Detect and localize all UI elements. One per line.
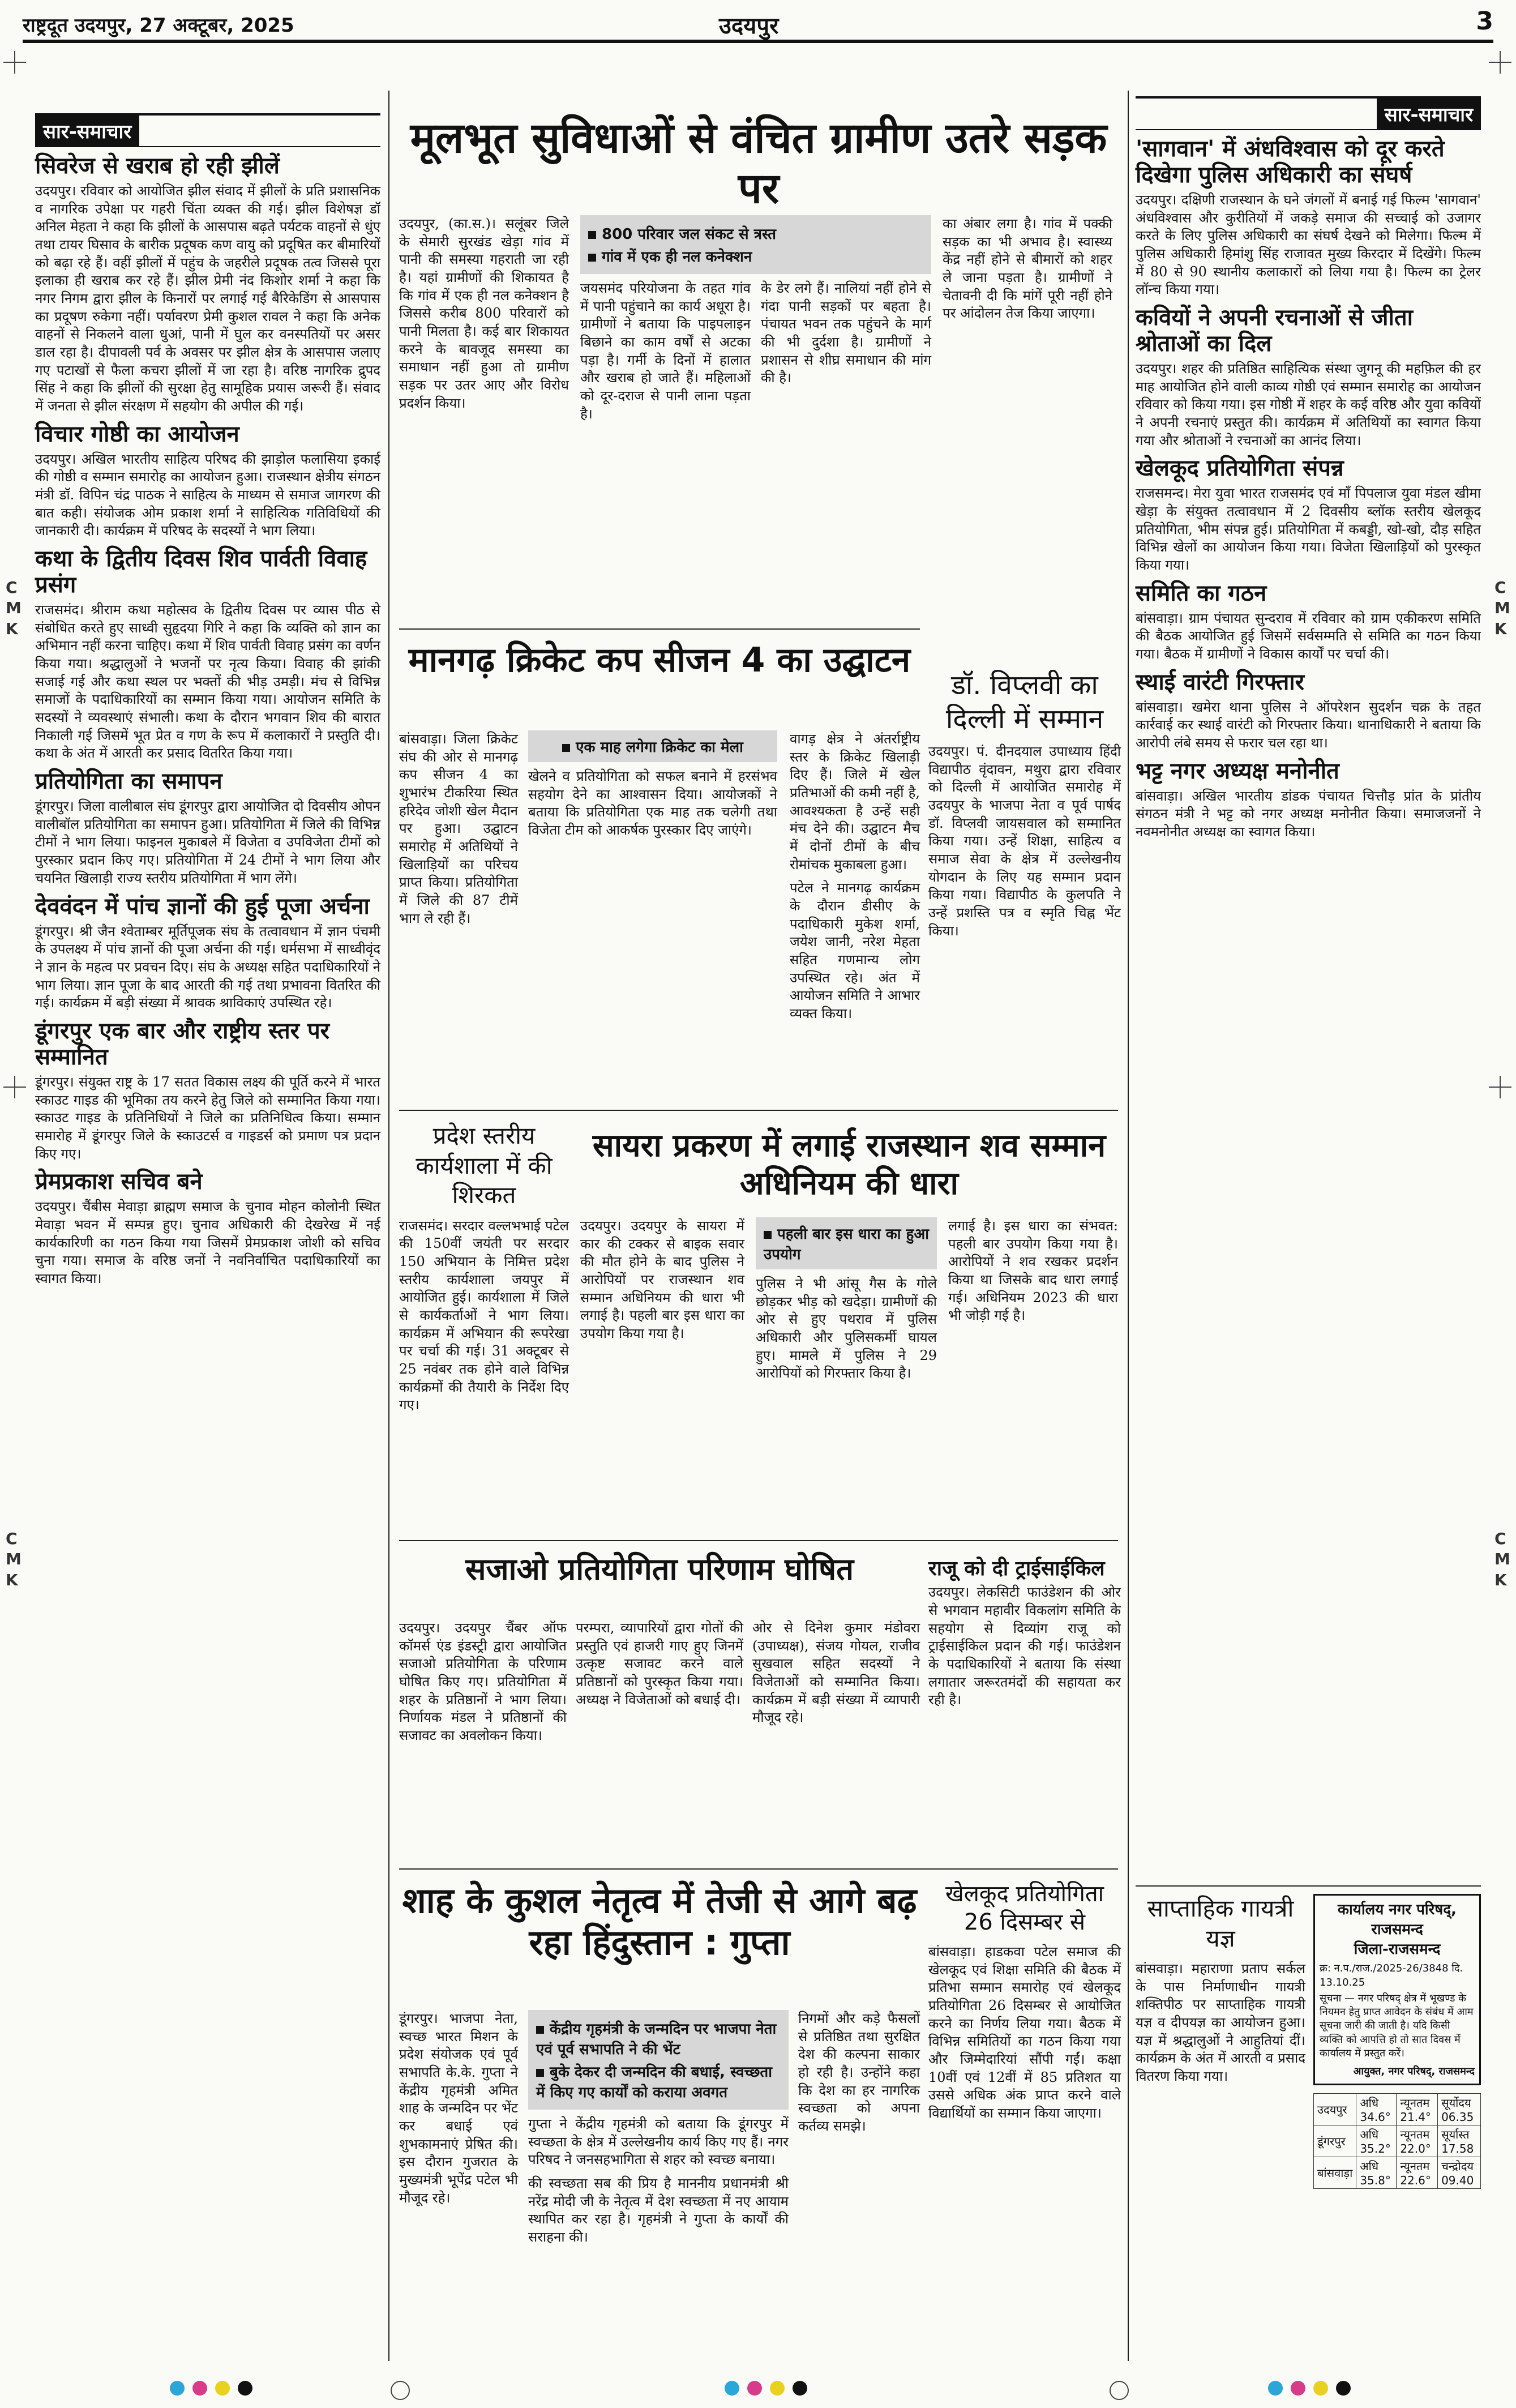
masthead-bar	[23, 7, 1493, 43]
article-headline: साप्ताहिक गायत्री यज्ञ	[1147, 1894, 1294, 1952]
article-body: उदयपुर। लेकसिटी फाउंडेशन की ओर से भगवान महावीर विकलांग समिति के सहयोग से दिव्यांग राजू को ट्राईसाईकिल प्रदान की गई। फाउंडेशन के पदाधिकारियों ने बताया कि संस्था लगातार जरूरतमंदों की सहायता कर रही है।	[928, 1584, 1121, 1708]
sajao-headline-box	[399, 1551, 920, 1614]
article-body: पुलिस ने भी आंसू गैस के गोले छोड़कर भीड़ को खदेड़ा। ग्रामीणों की ओर से हुए पथराव में पुलिस अधिकारी और पुलिसकर्मी घायल हुए। मामले में पुलिस ने 29 आरोपियों को गिरफ्तार किया है।	[756, 1276, 937, 1382]
cricket-headline-box	[399, 640, 920, 719]
left-column	[35, 113, 380, 2367]
article-body: डूंगरपुर। श्री जैन श्वेताम्बर मूर्तिपूजक संघ के तत्वावधान में ज्ञान पंचमी के उपलक्ष्य में पांच ज्ञानों की पूजा अर्चना की गई। धर्मसभा में साध्वीवृंद ने ज्ञान के महत्व पर प्रवचन दिए। संघ के अध्यक्ष सहित पदाधिकारियों ने भाग लिया। ज्ञान पूजा के बाद आरती की गई तथा प्रभावना वितरित की गई। कार्यक्रम में बड़ी संख्या में श्रावक श्राविकाएं उपस्थित रहे।	[35, 923, 380, 1011]
article-headline: कवियों ने अपनी रचनाओं से जीता श्रोताओं का दिल	[1136, 305, 1413, 357]
cyan-dot-icon	[1268, 2381, 1283, 2396]
highlight-box	[528, 2010, 789, 2110]
article-headline: 'सागवान' में अंधविश्वास को दूर करते दिखेगा पुलिस अधिकारी का संघर्ष	[1136, 136, 1445, 188]
shah-story	[399, 2010, 920, 2367]
article-body: उदयपुर। शहर की प्रतिष्ठित साहित्यिक संस्था जुगनू की महफ़िल की हर माह आयोजित होने वाली काव्य गोष्ठी एवं सम्मान समारोह का आयोजन रविवार को किया गया। इस गोष्ठी में शहर के कई वरिष्ठ और युवा कवियों ने अपनी रचनाएं प्रस्तुत की। कार्यक्रम में अतिथियों का स्वागत किया गया और श्रोताओं ने रचनाओं का आनंद लिया।	[1136, 361, 1481, 448]
article-body: उदयपुर। पं. दीनदयाल उपाध्याय हिंदी विद्यापीठ वृंदावन, मथुरा द्वारा रविवार को दिल्ली में आयोजित समारोह में उदयपुर के भाजपा नेता व पूर्व पार्षद डॉ. विप्लवी जायसवाल को सम्मानित किया गया। उन्हें शिक्षा, साहित्य व समाज सेवा के क्षेत्र में उल्लेखनीय योगदान के लिए यह सम्मान प्रदान किया गया। विद्यापीठ के कुलपति ने उन्हें प्रशस्ति पत्र व स्मृति चिह्न भेंट किया।	[928, 743, 1121, 939]
article-headline: भट्ट नगर अध्यक्ष मनोनीत	[1136, 758, 1339, 784]
raju-story	[928, 1551, 1121, 1868]
article-headline: विचार गोष्ठी का आयोजन	[35, 421, 239, 447]
article-body: गुप्ता ने केंद्रीय गृहमंत्री को बताया कि डूंगरपुर में स्वच्छता के क्षेत्र में उल्लेखनीय कार्य किए गए हैं। नगर परिषद ने जनसहभागिता से शहर को स्वच्छ बनाया।	[528, 2116, 789, 2168]
highlight-item: एक माह लगेगा क्रिकेट का मेला	[576, 739, 743, 756]
cricket-headline: मानगढ़ क्रिकेट कप सीजन 4 का उद्घाटन	[408, 640, 911, 680]
article-body: बांसवाड़ा। महाराणा प्रताप सर्कल के पास निर्माणाधीन गायत्री शक्तिपीठ पर साप्ताहिक गायत्री यज्ञ व दीपयज्ञ का आयोजन हुआ। यज्ञ में श्रद्धालुओं ने आहुतियां दीं। कार्यक्रम के अंत में आरती व प्रसाद वितरण किया गया।	[1136, 1961, 1305, 2085]
article-body: उदयपुर। रविवार को आयोजित झील संवाद में झीलों के प्रति प्रशासनिक व नागरिक उपेक्षा पर गहरी चिंता व्यक्त की गई। झील विशेषज्ञ डॉ अनिल मेहता ने कहा कि झीलों के आसपास बढ़ते पर्यटक वाहनों से धुंए तथा टायर घिसाव के बारीक प्रदूषक कण वायु को प्रदूषित कर बीमारियों को बढ़ा रहे हैं। वहीं झीलों में पहुंच के जहरीले प्रदूषक तत्व जिससे पूरा इलाका ही खराब कर रहे हैं। झील प्रेमी नंद किशोर शर्मा ने कहा कि नगर निगम द्वारा झील के किनारों पर लगाई गई बैरिकेडिंग से आसपास का प्रदूषण रुकेगा नहीं। पर्यावरण प्रेमी कुशल रावल ने कहा कि अनेक वाहनों से निकलने वाला धुआं, पानी में घुल कर वनस्पतियों पर असर डाल रहा है। दीपावली पर्व के अवसर पर झील क्षेत्र के आसपास जलाए गए पटाखों से फैला कचरा झीलों में जा रहा है। वरिष्ठ नागरिक द्रुपद सिंह ने कहा कि झीलों की सुरक्षा हेतु सामूहिक प्रयास जरूरी हैं। संवाद में जनता से झील संरक्षण में सहयोग की अपील की गई।	[35, 183, 380, 414]
article-headline: राजू को दी ट्राईसाईकिल	[928, 1557, 1105, 1580]
registration-cross-icon	[3, 1076, 26, 1098]
notice-signature: आयुक्त, नगर परिषद्, राजसमन्द	[1353, 2065, 1475, 2078]
magenta-dot-icon	[1291, 2381, 1305, 2396]
right-column	[1136, 96, 1481, 1880]
story-rule	[399, 1868, 1118, 1870]
article-body: बांसवाड़ा। अखिल भारतीय डांडक पंचायत चित्तौड़ प्रांत के प्रांतीय संगठन मंत्री ने भट्ट को नगर अध्यक्ष मनोनीत किया। समाजजनों ने नवमनोनीत अध्यक्ष का स्वागत किया।	[1136, 788, 1481, 840]
story-rule	[399, 1110, 1118, 1111]
public-notice	[1313, 1894, 1481, 2085]
highlight-item: बुके देकर दी जन्मदिन की बधाई, स्वच्छता में किए गए कार्यों को कराया अवगत	[536, 2064, 772, 2101]
notice-subtitle: जिला-राजसमन्द	[1354, 1941, 1441, 1958]
weather-cell: डूंगरपुर	[1314, 2125, 1356, 2157]
article-body: उदयपुर। चैंबीस मेवाड़ा ब्राह्मण समाज के चुनाव मोहन कोलोनी स्थित मेवाड़ा भवन में सम्पन्न हुए। चुनाव अधिकारी की देखरेख में नई कार्यकारिणी का गठन किया गया जिसमें प्रेमप्रकाश जोशी को सचिव चुना गया। समाज के वरिष्ठ जनों ने नवनिर्वाचित पदाधिकारियों का स्वागत किया।	[35, 1199, 380, 1286]
registration-cross-icon	[3, 51, 26, 74]
article-body: जयसमंद परियोजना के तहत गांव में पानी पहुंचाने का कार्य अधूरा है। ग्रामीणों ने बताया कि पाइपलाइन बिछाने का काम वर्षों से अटका पड़ा है। गर्मी के दिनों में हालात और खराब हो जाते हैं। महिलाओं को दूर-दराज से पानी लाना पड़ता है।	[580, 280, 751, 422]
lead-story	[399, 215, 1118, 510]
color-dots	[725, 2381, 807, 2396]
black-dot-icon	[1336, 2381, 1351, 2396]
article-headline: डॉ. विप्लवी का दिल्ली में सम्मान	[945, 669, 1104, 735]
cmk-mark: C M K	[1494, 578, 1510, 638]
article-body: राजसमन्द। मेरा युवा भारत राजसमंद एवं माँ पिपलाज युवा मंडल खीमा खेड़ा के संयुक्त तत्वावधान में 2 दिवसीय ब्लॉक स्तरीय खेलकूद प्रतियोगिता, भीम संपन्न हुई। प्रतियोगिता में कबड्डी, खो-खो, दौड़ सहित विभिन्न खेलों का आयोजन किया गया। विजेता खिलाड़ियों को पुरस्कृत किया गया।	[1136, 485, 1481, 574]
cmk-mark: C M K	[6, 1529, 22, 1589]
highlight-box	[756, 1217, 937, 1269]
bullet-square-icon	[764, 1231, 772, 1239]
bullet-square-icon	[536, 2069, 544, 2077]
bullet-square-icon	[588, 254, 596, 262]
article-body: उदयपुर। उदयपुर चैंबर ऑफ कॉमर्स एंड इंडस्ट्री द्वारा आयोजित सजाओ प्रतियोगिता के परिणाम घोषित किए गए। प्रतियोगिता में शहर के प्रतिष्ठानों ने भाग लिया। निर्णायक मंडल ने प्रतिष्ठानों की सजावट का अवलोकन किया।	[399, 1620, 567, 1744]
story-rule	[399, 628, 920, 630]
notice-body: सूचना — नगर परिषद् क्षेत्र में भूखण्ड के नियमन हेतु प्राप्त आवेदन के संबंध में आम सूचना जारी की जाती है। यदि किसी व्यक्ति को आपत्ति हो तो सात दिवस में कार्यालय में प्रस्तुत करें।	[1320, 1992, 1474, 2060]
registration-cross-icon	[1489, 51, 1511, 74]
cyan-dot-icon	[170, 2381, 185, 2396]
article-body: डूंगरपुर। जिला वालीबाल संघ डूंगरपुर द्वारा आयोजित दो दिवसीय ओपन वालीबॉल प्रतियोगिता का समापन हुआ। प्रतियोगिता में जिले की विभिन्न टीमों ने भाग लिया। फाइनल मुकाबले में विजेता व उपविजेता टीमों को पुरस्कार प्रदान किए गए। प्रतियोगिता में 24 टीमों ने भाग लिया और चयनित खिलाड़ी राज्य स्तरीय प्रतियोगिता में भाग लेंगे।	[35, 798, 380, 886]
black-dot-icon	[238, 2381, 252, 2396]
weather-cell: सूर्योदय 06.35	[1438, 2093, 1481, 2125]
weather-cell: अधि 35.2°	[1356, 2125, 1397, 2157]
shah-headline: शाह के कुशल नेतृत्व में तेजी से आगे बढ़ रहा हिंदुस्तान : गुप्ता	[402, 1880, 917, 1964]
table-row	[1314, 2157, 1481, 2188]
sayra-headline-box	[580, 1127, 1118, 1206]
registration-circle-icon	[391, 2381, 410, 2400]
weather-cell: बांसवाड़ा	[1314, 2157, 1356, 2188]
sajao-headline: सजाओ प्रतियोगिता परिणाम घोषित	[465, 1551, 854, 1587]
column-rule	[388, 91, 389, 2361]
viplavi-story	[928, 668, 1121, 1098]
shah-headline-box	[399, 1880, 920, 2004]
edition-city: उदयपुर	[719, 13, 779, 39]
notice-column	[1313, 1894, 1481, 2367]
magenta-dot-icon	[192, 2381, 207, 2396]
cmk-mark: C M K	[1494, 1529, 1510, 1589]
article-headline: डूंगरपुर एक बार और राष्ट्रीय स्तर पर सम्मानित	[35, 1017, 330, 1070]
registration-cross-icon	[1489, 1076, 1511, 1098]
article-body: उदयपुर। दक्षिणी राजस्थान के घने जंगलों में बनाई गई फिल्म 'सागवान' अंधविश्वास और कुरीतियों में जकड़े समाज की सच्चाई को उजागर करते के लिए पुलिस अधिकारी का संघर्ष देखने को मिलेगा। फिल्म में पुलिस अधिकारी हिमांशु सिंह राजावत मुख्य किरदार में दिखेंगे। फिल्म में 80 से 90 स्थानीय कलाकारों को लिया गया है। फिल्म का ट्रेलर लॉन्च किया गया।	[1136, 192, 1481, 298]
page-number: 3	[1476, 7, 1493, 36]
article-body: का अंबार लगा है। गांव में पक्की सड़क का भी अभाव है। स्वास्थ्य केंद्र नहीं होने से बीमारों को शहर ले जाना पड़ता है। ग्रामीणों ने चेतावनी दी कि मांगें पूरी नहीं होने पर आंदोलन तेज किया जाएगा।	[943, 216, 1112, 322]
article-body: की स्वच्छता सब की प्रिय है माननीय प्रधानमंत्री श्री नरेंद्र मोदी जी के नेतृत्व में देश स्वच्छता में नए आयाम स्थापित कर रहा है। गृहमंत्री ने गुप्ता के कार्यों की सराहना की।	[528, 2175, 789, 2246]
color-dots	[1268, 2381, 1351, 2396]
section-tag: सार-समाचार	[1377, 99, 1481, 129]
section-tag-row	[1136, 96, 1481, 130]
article-headline: प्रेमप्रकाश सचिव बने	[35, 1169, 203, 1195]
lead-headline: मूलभूत सुविधाओं से वंचित ग्रामीण उतरे सड़क पर	[410, 114, 1107, 213]
sayra-headline: सायरा प्रकरण में लगाई राजस्थान शव सम्मान अधिनियम की धारा	[592, 1127, 1106, 1203]
bullet-square-icon	[536, 2026, 544, 2034]
weather-table	[1313, 2093, 1481, 2189]
article-body: खेलने व प्रतियोगिता को सफल बनाने में हरसंभव सहयोग देने का आश्वासन दिया। आयोजकों ने बताया कि प्रतियोगिता एक माह तक चलेगी तथा विजेता टीम को आकर्षक पुरस्कार दिए जाएंगे।	[528, 768, 777, 839]
article-body: पटेल ने मानगढ़ कार्यक्रम के दौरान डीसीए के पदाधिकारी मुकेश शर्मा, जयेश जानी, नरेश मेहता सहित गणमान्य लोग उपस्थित रहे। अंत में आयोजन समिति ने आभार व्यक्त किया।	[790, 880, 920, 1022]
color-dots	[170, 2381, 252, 2396]
highlight-item: केंद्रीय गृहमंत्री के जन्मदिन पर भाजपा नेता एवं पूर्व सभापति ने की भेंट	[536, 2021, 777, 2058]
edition-date: राष्ट्रदूत उदयपुर, 27 अक्टूबर, 2025	[23, 14, 294, 37]
highlight-box	[528, 730, 777, 762]
yellow-dot-icon	[1313, 2381, 1328, 2396]
table-row	[1314, 2093, 1481, 2125]
weather-cell: चन्द्रोदय 09.40	[1438, 2157, 1481, 2188]
highlight-box	[580, 215, 931, 274]
bullet-square-icon	[562, 744, 570, 752]
article-body: बांसवाड़ा। हाडकवा पटेल समाज की खेलकूद एवं शिक्षा समिति की बैठक में प्रतिभा सम्मान समारोह एवं खेलकूद प्रतियोगिता 26 दिसम्बर से आयोजित करने का निर्णय लिया गया। बैठक में विभिन्न समितियों का गठन किया गया और जिम्मेदारियां सौंपी गईं। कक्षा 10वीं एवं 12वीं में 85 प्रतिशत या उससे अधिक अंक प्राप्त करने वाले विद्यार्थियों का सम्मान किया जाएगा।	[928, 1944, 1121, 2122]
article-body: डूंगरपुर। संयुक्त राष्ट्र के 17 सतत विकास लक्ष्य की पूर्ति करने में भारत स्काउट गाइड की भूमिका तय करने हेतु जिले को सम्मानित किया गया। स्काउट गाइड के प्रतिनिधियों ने जिले का प्रतिनिधित्व किया। सम्मान समारोह में डूंगरपुर जिले के स्काउटर्स व गाइडर्स को प्रमाण पत्र प्रदान किए गए।	[35, 1073, 380, 1162]
cmk-mark: C M K	[6, 578, 22, 638]
cricket-story	[399, 730, 920, 1022]
magenta-dot-icon	[747, 2381, 762, 2396]
bullet-square-icon	[588, 231, 596, 239]
article-headline: खेलकूद प्रतियोगिता संपन्न	[1136, 455, 1344, 482]
article-headline: खेलकूद प्रतियोगिता 26 दिसम्बर से	[945, 1881, 1104, 1935]
article-body: बांसवाड़ा। जिला क्रिकेट संघ की ओर से मानगढ़ कप सीजन 4 का शुभारंभ टीकरिया स्थित हरिदेव जोशी खेल मैदान पर हुआ। उद्घाटन समारोह में अतिथियों ने खिलाड़ियों का परिचय प्राप्त किया। प्रतियोगिता में जिले की 87 टीमें भाग ले रही हैं।	[399, 731, 518, 926]
article-body: बांसवाड़ा। खमेरा थाना पुलिस ने ऑपरेशन सुदर्शन चक्र के तहत कार्रवाई कर स्थाई वारंटी को गिरफ्तार किया। थानाधिकारी ने बताया कि आरोपी लंबे समय से फरार चल रहा था।	[1136, 699, 1481, 751]
sayra-story	[580, 1217, 1118, 1534]
article-body: उदयपुर, (का.स.)। सलूंबर जिले के सेमारी सुरखंड खेड़ा गांव में पानी की समस्या गहराती जा रही है। यहां ग्रामीणों की शिकायत है कि गांव में एक ही नल कनेक्शन है जिससे करीब 800 परिवारों को पानी मिलता है। कई बार शिकायत करने के बावजूद समस्या का समाधान नहीं हुआ तो ग्रामीण सड़क पर उतर आए और विरोध प्रदर्शन किया।	[399, 216, 569, 411]
article-body: वागड़ क्षेत्र ने अंतर्राष्ट्रीय स्तर के क्रिकेट खिलाड़ी दिए हैं। जिले में खेल प्रतिभाओं की कमी नहीं है, आवश्यकता है उन्हें सही मंच देने की। उद्घाटन मैच में दोनों टीमों के बीच रोमांचक मुकाबला हुआ।	[790, 731, 920, 872]
yellow-dot-icon	[215, 2381, 230, 2396]
section-tag-row	[35, 113, 380, 147]
notice-ref: क्र: न.प./राज./2025-26/3848 दि. 13.10.25	[1320, 1962, 1463, 1988]
sajao-story	[399, 1619, 920, 1863]
article-headline: सिवरेज से खराब हो रही झीलें	[35, 153, 280, 179]
yellow-dot-icon	[770, 2381, 785, 2396]
notice-title: कार्यालय नगर परिषद्, राजसमन्द	[1338, 1901, 1457, 1939]
gayatri-story	[1136, 1894, 1305, 2367]
article-body: के डेर लगे हैं। नालियां नहीं होने से गंदा पानी सड़कों पर बहता है। पंचायत भवन तक पहुंचने के मार्ग की भी दुर्दशा है। ग्रामीणों ने प्रशासन से शीघ्र समाधान की मांग की है।	[761, 280, 931, 386]
article-body: उदयपुर। अखिल भारतीय साहित्य परिषद की झाड़ोल फलासिया इकाई की गोष्ठी व सम्मान समारोह का आयोजन हुआ। राजस्थान क्षेत्रीय संगठन मंत्री डॉ. विपिन चंद्र पाठक ने साहित्य के माध्यम से समाज जागरण की बात कही। संयोजक ओम प्रकाश शर्मा ने साहित्यिक गतिविधियों की जानकारी दी। कार्यक्रम में परिषद के सदस्यों ने भाग लिया।	[35, 451, 380, 539]
article-headline: देववंदन में पांच ज्ञानों की हुई पूजा अर्चना	[35, 893, 370, 919]
article-headline: स्थाई वारंटी गिरफ्तार	[1136, 669, 1304, 695]
article-headline: कथा के द्वितीय दिवस शिव पार्वती विवाह प्रसंग	[35, 546, 367, 598]
article-body: लगाई है। इस धारा का संभवत: पहली बार उपयोग किया गया है। आरोपियों ने शव रखकर प्रदर्शन किया था जिसके बाद धारा लगाई गई। अधिनियम 2023 की धारा भी जोड़ी गई है।	[948, 1218, 1118, 1324]
article-body: बांसवाड़ा। ग्राम पंचायत सुन्दराव में रविवार को ग्राम एकीकरण समिति की बैठक आयोजित हुई जिसमें सर्वसम्मति से समिति का गठन किया गया। बैठक में ग्रामीणों ने विकास कार्यों पर चर्चा की।	[1136, 610, 1481, 662]
weather-cell: अधि 34.6°	[1356, 2093, 1397, 2125]
article-body: ओर से दिनेश कुमार मंडोवरा (उपाध्यक्ष), संजय गोयल, राजीव सुखवाल सहित सदस्यों ने विजेताओं को सम्मानित किया। कार्यक्रम में बड़ी संख्या में व्यापारी मौजूद रहे।	[752, 1620, 920, 1726]
article-body: निगमों और कड़े फैसलों से प्रतिष्ठित तथा सुरक्षित देश की कल्पना साकार हो रही है। उन्होंने कहा कि देश का हर नागरिक स्वच्छता को अपना कर्तव्य समझे।	[798, 2011, 920, 2135]
story-rule	[399, 1540, 1118, 1541]
registration-circle-icon	[1110, 2381, 1129, 2400]
article-headline: प्रतियोगिता का समापन	[35, 768, 222, 795]
weather-cell: उदयपुर	[1314, 2093, 1356, 2125]
lead-headline-box	[399, 113, 1118, 213]
article-headline: समिति का गठन	[1136, 580, 1267, 606]
column-rule	[1128, 91, 1129, 2361]
weather-cell: न्यूनतम 22.0°	[1397, 2125, 1438, 2157]
weather-cell: न्यूनतम 21.4°	[1397, 2093, 1438, 2125]
weather-cell: अधि 35.8°	[1356, 2157, 1397, 2188]
table-row	[1314, 2125, 1481, 2157]
article-body: राजसमंद। सरदार वल्लभभाई पटेल की 150वीं जयंती पर सरदार 150 अभियान के निमित्त प्रदेश स्तरीय कार्यशाला जयपुर में आयोजित हुई। कार्यशाला में जिले से कार्यकर्ताओं ने भाग लिया। कार्यक्रम में अभियान की रूपरेखा पर चर्चा की गई। 31 अक्टूबर से 25 नवंबर तक होने वाले विभिन्न कार्यक्रमों की तैयारी के निर्देश दिए गए।	[399, 1217, 569, 1413]
weather-cell: न्यूनतम 22.6°	[1397, 2157, 1438, 2188]
article-body: डूंगरपुर। भाजपा नेता, स्वच्छ भारत मिशन के प्रदेश संयोजक एवं पूर्व सभापति के.के. गुप्ता ने केंद्रीय गृहमंत्री अमित शाह के जन्मदिन पर भेंट कर बधाई एवं शुभकामनाएं प्रेषित की। इस दौरान गुजरात के मुख्यमंत्री भूपेंद्र पटेल भी मौजूद रहे।	[399, 2011, 518, 2206]
article-headline: प्रदेश स्तरीय कार्यशाला में की शिरकत	[416, 1122, 553, 1209]
highlight-item: पहली बार इस धारा का हुआ उपयोग	[764, 1226, 929, 1263]
article-body: उदयपुर। उदयपुर के सायरा में कार की टक्कर से बाइक सवार की मौत होने के बाद पुलिस ने आरोपियों पर राजस्थान शव सम्मान अधिनियम की धारा भी लगाई है। पहली बार इस धारा का उपयोग किया गया है।	[580, 1218, 744, 1342]
weather-cell: सूर्यास्त 17.58	[1438, 2125, 1481, 2157]
cyan-dot-icon	[725, 2381, 739, 2396]
article-body: परम्परा, व्यापारियों द्वारा गोतों की प्रस्तुति एवं हाजरी गाए हुए जिनमें उत्कृष्ट सजावट करने वाले प्रतिष्ठानों को पुरस्कृत किया गया। अध्यक्ष ने विजेताओं को बधाई दी।	[576, 1620, 743, 1708]
section-tag: सार-समाचार	[35, 116, 139, 146]
highlight-item: 800 परिवार जल संकट से त्रस्त	[602, 226, 776, 243]
article-body: राजसमंद। श्रीराम कथा महोत्सव के द्वितीय दिवस पर व्यास पीठ से संबोधित करते हुए साध्वी सुहृदया गिरि ने कहा कि व्यक्ति को ज्ञान का अभिमान नहीं करना चाहिए। कथा में शिव पार्वती विवाह प्रसंग का वर्णन किया गया। श्रद्धालुओं ने भजनों पर नृत्य किया। विवाह की झांकी सजाई गई और कथा स्थल पर भक्तों की भीड़ उमड़ी। मंच से विभिन्न समाजों के पदाधिकारियों का सम्मान किया गया। आयोजन समिति के सदस्यों ने व्यवस्थाएं संभाली। कथा के दौरान भगवान शिव की बारात निकाली गई जिसमें भूत प्रेत व गण के रूप में कलाकारों ने प्रस्तुति दी। कथा के अंत में आरती कर प्रसाद वितरित किया गया।	[35, 602, 380, 762]
story-rule	[1136, 1885, 1481, 1887]
highlight-item: गांव में एक ही नल कनेक्शन	[602, 249, 752, 266]
khelkood-story	[928, 1880, 1121, 2367]
black-dot-icon	[793, 2381, 807, 2396]
